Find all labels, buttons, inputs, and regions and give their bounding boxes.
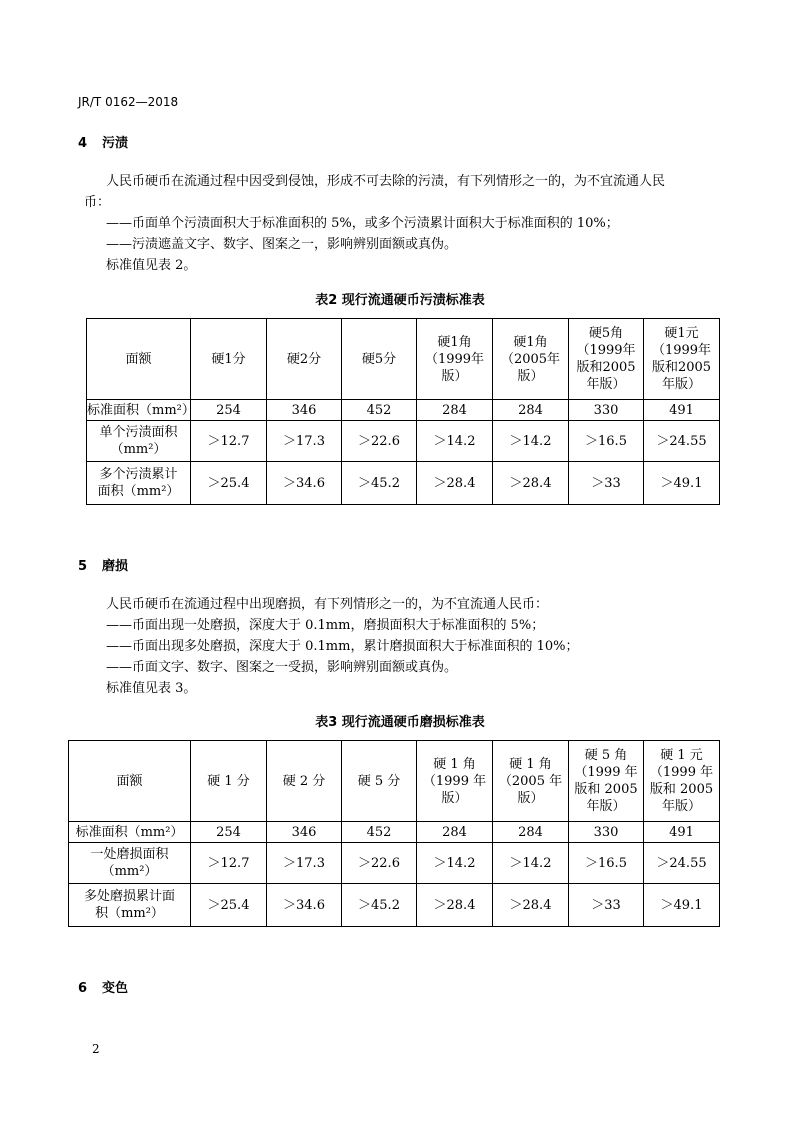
- table-cell: 346: [267, 400, 342, 421]
- header-cell: [69, 741, 191, 822]
- table-row: [69, 884, 720, 927]
- table-cell: 254: [191, 400, 267, 421]
- section-5-body: [84, 594, 724, 699]
- section-6-title: 变色: [102, 981, 129, 996]
- section-5-number: 5: [78, 559, 88, 574]
- document-code: JR/T 0162—2018: [78, 95, 179, 109]
- table-row: [87, 421, 720, 462]
- table-cell: ＞45.2: [342, 884, 417, 927]
- table-2: [86, 318, 720, 505]
- section-4-heading: [78, 132, 128, 151]
- row-label: 一处磨损面积 （mm²）: [69, 843, 191, 884]
- table-cell: ＞33: [569, 884, 644, 927]
- table-cell: 284: [417, 822, 493, 843]
- table-row: [87, 400, 720, 421]
- header-text: 硬1元 （1999年 版和2005 年版）: [651, 326, 712, 392]
- table-cell: ＞24.55: [644, 421, 720, 462]
- header-text: 硬1分: [211, 351, 246, 367]
- section-4-line: 币：: [84, 195, 111, 210]
- section-5-title: 磨损: [102, 559, 129, 574]
- section-4-line: ——污渍遮盖文字、数字、图案之一，影响辨别面额或真伪。: [106, 237, 458, 252]
- table-cell: ＞17.3: [267, 421, 342, 462]
- table-cell: ＞25.4: [191, 884, 267, 927]
- table-cell: ＞14.2: [493, 421, 569, 462]
- header-cell: [267, 319, 342, 400]
- section-5-line: 人民币硬币在流通过程中出现磨损，有下列情形之一的，为不宜流通人民币：: [106, 597, 549, 612]
- page-number: 2: [92, 1042, 100, 1056]
- table-header-row: [69, 741, 720, 822]
- section-4-line: 标准值见表 2。: [106, 258, 197, 273]
- table-cell: ＞22.6: [342, 843, 417, 884]
- table-cell: ＞14.2: [493, 843, 569, 884]
- table-cell: ＞28.4: [493, 462, 569, 505]
- section-4-body: [84, 171, 724, 276]
- table-cell: ＞24.55: [644, 843, 720, 884]
- row-label: 标准面积（mm²）: [69, 822, 191, 843]
- table-row: [87, 462, 720, 505]
- header-cell: [267, 741, 342, 822]
- table-cell: 491: [644, 822, 720, 843]
- section-4-line: 人民币硬币在流通过程中因受到侵蚀，形成不可去除的污渍，有下列情形之一的，为不宜流通人民: [106, 174, 666, 189]
- table-cell: 346: [267, 822, 342, 843]
- header-text: 硬1角 （1999年 版）: [424, 334, 485, 384]
- section-4-number: 4: [78, 136, 88, 151]
- table-cell: 254: [191, 822, 267, 843]
- header-text: 硬 5 分: [357, 773, 401, 789]
- table-cell: 284: [493, 400, 569, 421]
- table-cell: 491: [644, 400, 720, 421]
- table-cell: ＞28.4: [417, 462, 493, 505]
- row-label: 标准面积（mm²）: [87, 400, 191, 421]
- section-4-line: ——币面单个污渍面积大于标准面积的 5%，或多个污渍累计面积大于标准面积的 10%；: [106, 216, 619, 231]
- section-5-line: 标准值见表 3。: [106, 681, 197, 696]
- table-cell: ＞49.1: [644, 462, 720, 505]
- header-text: 硬 5 角 （1999 年 版和 2005 年版）: [574, 748, 638, 814]
- header-cell: [417, 319, 493, 400]
- section-5-heading: [78, 555, 128, 574]
- table-cell: ＞12.7: [191, 843, 267, 884]
- table-cell: ＞12.7: [191, 421, 267, 462]
- header-cell: [342, 741, 417, 822]
- table-cell: ＞16.5: [569, 421, 644, 462]
- table-row: [69, 843, 720, 884]
- header-cell: [569, 741, 644, 822]
- table-cell: 330: [569, 400, 644, 421]
- table-cell: 330: [569, 822, 644, 843]
- table-cell: ＞45.2: [342, 462, 417, 505]
- table-cell: ＞49.1: [644, 884, 720, 927]
- section-4-title: 污渍: [102, 136, 129, 151]
- header-text: 硬 2 分: [282, 773, 326, 789]
- table-cell: ＞34.6: [267, 462, 342, 505]
- table-cell: 452: [342, 822, 417, 843]
- header-text: 硬 1 角 （2005 年 版）: [498, 756, 563, 806]
- table-cell: 284: [417, 400, 493, 421]
- table-cell: ＞33: [569, 462, 644, 505]
- header-cell: [87, 319, 191, 400]
- section-5-line: ——币面文字、数字、图案之一受损，影响辨别面额或真伪。: [106, 660, 458, 675]
- table-cell: ＞22.6: [342, 421, 417, 462]
- header-cell: [342, 319, 417, 400]
- header-text: 面额: [116, 773, 143, 789]
- header-text: 硬 1 角 （1999 年 版）: [422, 756, 487, 806]
- table-cell: ＞17.3: [267, 843, 342, 884]
- header-cell: [493, 741, 569, 822]
- table-cell: ＞28.4: [493, 884, 569, 927]
- table-cell: ＞14.2: [417, 843, 493, 884]
- header-cell: [644, 741, 720, 822]
- header-text: 硬 1 元 （1999 年 版和 2005 年版）: [649, 748, 714, 814]
- table-3: [68, 740, 720, 927]
- table-2-caption: 表2 现行流通硬币污渍标准表: [315, 293, 485, 308]
- table-cell: ＞25.4: [191, 462, 267, 505]
- row-label: 单个污渍面积 （mm²）: [87, 421, 191, 462]
- table-cell: 284: [493, 822, 569, 843]
- header-cell: [493, 319, 569, 400]
- section-6-heading: [78, 977, 128, 996]
- row-label: 多处磨损累计面 积（mm²）: [69, 884, 191, 927]
- row-label: 多个污渍累计 面积（mm²）: [87, 462, 191, 505]
- table-cell: ＞34.6: [267, 884, 342, 927]
- table-header-row: [87, 319, 720, 400]
- header-text: 硬1角 （2005年 版）: [500, 334, 561, 384]
- section-5-line: ——币面出现一处磨损，深度大于 0.1mm，磨损面积大于标准面积的 5%；: [106, 618, 545, 633]
- header-text: 硬5分: [361, 351, 397, 367]
- header-text: 硬5角 （1999年 版和2005 年版）: [576, 326, 636, 392]
- header-cell: [417, 741, 493, 822]
- header-cell: [191, 319, 267, 400]
- table-3-caption: 表3 现行流通硬币磨损标准表: [315, 715, 485, 730]
- section-6-number: 6: [78, 981, 88, 996]
- header-text: 硬2分: [286, 351, 322, 367]
- header-text: 硬 1 分: [207, 773, 250, 789]
- table-cell: ＞28.4: [417, 884, 493, 927]
- table-cell: ＞16.5: [569, 843, 644, 884]
- table-cell: 452: [342, 400, 417, 421]
- header-cell: [644, 319, 720, 400]
- header-cell: [191, 741, 267, 822]
- table-cell: ＞14.2: [417, 421, 493, 462]
- table-row: [69, 822, 720, 843]
- header-cell: [569, 319, 644, 400]
- section-5-line: ——币面出现多处磨损，深度大于 0.1mm，累计磨损面积大于标准面积的 10%；: [106, 639, 579, 654]
- header-text: 面额: [125, 351, 152, 367]
